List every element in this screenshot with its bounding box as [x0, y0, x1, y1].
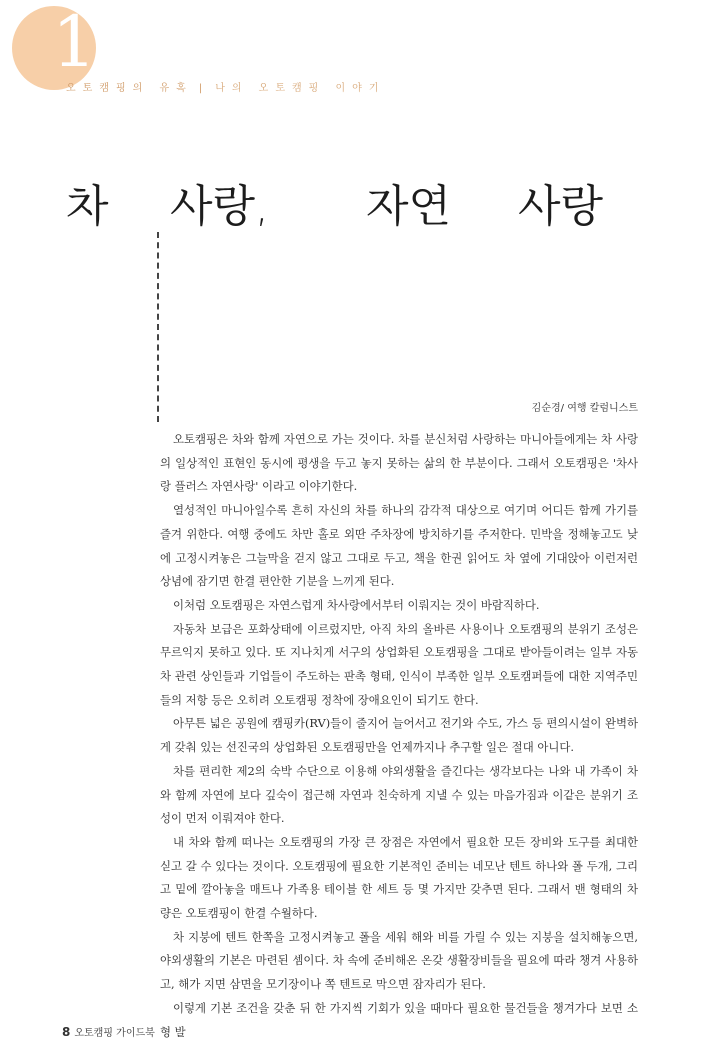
page-number: 8	[62, 1025, 71, 1039]
article-title	[66, 170, 646, 240]
title-word: 차	[66, 181, 109, 232]
paragraph: 내 차와 함께 떠나는 오토캠핑의 가장 큰 장점은 자연에서 필요한 모든 장비와 도구를 최대한 싣고 갈 수 있다는 것이다. 오토캠핑에 필요한 기본적인 준비는 네모난 텐트 하나와 폴 두개, 그리고 밑에 깔아놓을 매트나 가족용 테이블 한 세트 등 몇 가지만 갖추면 된다. 그래서 밴 형태의 차량은 오토캠핑이 한결 수월하다.	[160, 834, 638, 921]
title-word: 자연	[366, 181, 452, 232]
paragraph: 오토캠핑은 차와 함께 자연으로 가는 것이다. 차를 분신처럼 사랑하는 마니아들에게는 차 사랑의 일상적인 표현인 동시에 평생을 두고 놓지 못하는 삶의 한 부분이다. 그래서 오토캠핑은 '차사랑 플러스 자연사랑' 이라고 이야기한다.	[160, 432, 638, 494]
dashed-divider	[157, 232, 159, 422]
paragraph: 자동차 보급은 포화상태에 이르렀지만, 아직 차의 올바른 사용이나 오토캠핑의 분위기 조성은 무르익지 못하고 있다. 또 지나치게 서구의 상업화된 오토캠핑을 그대로 받아들이려는 일부 자동차 관련 상인들과 기업들이 주도하는 판촉 형태, 인식이 부족한 일부 오토캠퍼들에 대한 지역주민들의 저항 등은 오히려 오토캠핑 정착에 장애요인이 되기도 한다.	[160, 621, 638, 707]
byline: 김순경/ 여행 칼럼니스트	[531, 403, 638, 414]
paragraph: 차를 편리한 제2의 숙박 수단으로 이용해 야외생활을 즐긴다는 생각보다는 나와 내 가족이 차와 함께 자연에 보다 깊숙이 접근해 자연과 친숙하게 지낼 수 있는 마음가짐과 이같은 분위기 조성이 먼저 이뤄져야 한다.	[160, 763, 638, 826]
paragraph: 차 지붕에 텐트 한쪽을 고정시켜놓고 폴을 세워 해와 비를 가릴 수 있는 지붕을 설치해놓으면, 야외생활의 기본은 마련된 셈이다. 차 속에 준비해온 온갖 생활장비들을 필요에 따라 챙겨 사용하고, 해가 지면 삼면을 모기장이나 쪽 텐트로 막으면 잠자리가 된다.	[160, 929, 638, 992]
title-word: 사랑,	[170, 181, 269, 232]
page-footer	[62, 1024, 155, 1039]
title-word: 사랑	[518, 181, 604, 232]
series-title: 오토캠핑의 유혹	[66, 83, 193, 94]
series-header	[66, 79, 386, 94]
paragraph: 이처럼 오토캠핑은 자연스럽게 차사랑에서부터 이뤄지는 것이 바람직하다.	[173, 597, 540, 612]
paragraph: 열성적인 마니아일수록 흔히 자신의 차를 하나의 감각적 대상으로 여기며 어디든 함께 가기를 즐겨 위한다. 여행 중에도 차만 홀로 외딴 주차장에 방치하기를 주저한다. 민박을 정해놓고도 낮에 고정시켜놓은 그늘막을 걷지 않고 그대로 두고, 책을 한권 읽어도 차 옆에 기대앉아 이런저런 상념에 잠기면 한결 편안한 기분을 느끼게 된다.	[160, 503, 638, 589]
series-separator: |	[198, 83, 210, 94]
chapter-number: 1	[52, 1, 97, 83]
book-title: 오토캠핑 가이드북	[74, 1028, 155, 1039]
paragraph: 이렇게 기본 조건을 갖춘 뒤 한 가지씩 기회가 있을 때마다 필요한 물건들을 챙겨가다 보면 소형 발	[160, 1000, 638, 1039]
paragraph: 아무튼 넓은 공원에 캠핑카(RV)들이 줄지어 늘어서고 전기와 수도, 가스 등 편의시설이 완벽하게 갖춰 있는 선진국의 상업화된 오토캠핑만을 언제까지나 추구할 일은 절대 아니다.	[160, 716, 638, 755]
series-subtitle: 나의 오토캠핑 이야기	[215, 83, 386, 94]
article-body	[160, 428, 638, 1044]
